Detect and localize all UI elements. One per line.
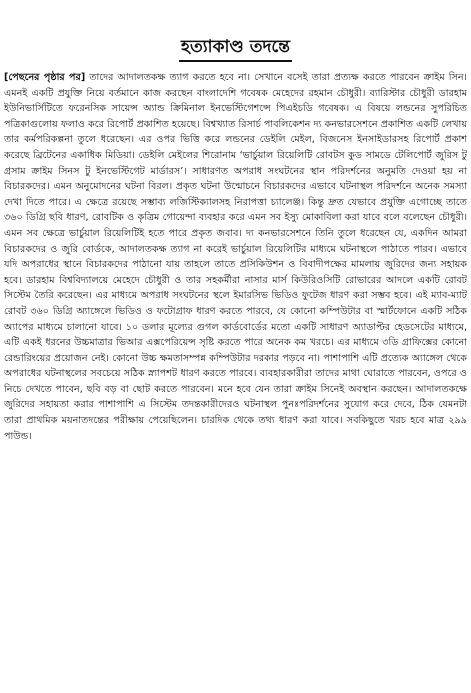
article-body-text: তাদের আদালতকক্ষ ত্যাগ করতে হবে না। সেখানে বসেই তারা প্রত্যক্ষ করতে পারবেন ক্রাইম সিন। এমনই একটি প্রযুক্তি নিয়ে বর্তমানে কাজ করছেন বাংলাদেশি গবেষক মেহেদের রহমান চৌধুরী। ব্যারিস্টার চৌধুরী ডারহাম ইউনিভার্সিটিতে ফরেনসিক সায়েন্স অ্যান্ড ক্রিমিনাল ইনভেস্টিগেশন্সে পিএইচডি গবেষক। এ বিষয়ে লন্ডনের সুপরিচিত পত্রিকাগুলোয় ফলাও করে রিপোর্ট প্রকাশিত হয়েছে। বিশ্বখ্যাত রিসার্চ পাবলিকেশন দ্য কনভারসেশনে প্রকাশিত একটি লেখায় তার কর্মপরিকল্পনা তুলে ধরেছেন। এর ওপর ভিত্তি করে লন্ডনের ডেইলি মেইল, বিজনেস ইনসাইডারসহ রিপোর্ট প্রকাশ করেছে ব্রিটেনের একাধিক মিডিয়া। ডেইলি মেইলের শিরোনাম ‘ভার্চুয়াল রিয়েলিটি রোবটস কুড সামডে টেলিপোর্ট জুরিস টু গ্রসাম ক্রাইম সিনস টু ইনভেস্টিগেট মার্ডারস’। সাধারণত অপরাধ সংঘটনের স্থান পরিদর্শনের অনুমতি দেওয়া হয় না বিচারকদের। এমন অনুমোদনের ঘটনা বিরল। প্রকৃত ঘটনা উন্মোচনে বিচারকদের এভাবে ঘটনাস্থল পরিদর্শনে অনেক সমস্যা দেখা দিতে পারে। এ ক্ষেত্রে রয়েছে সম্ভাব্য লজিস্টিক্যালসহ নিরাপত্তা চ্যালেঞ্জ। কিন্তু দ্রুত যেভাবে প্রযুক্তি এগোচ্ছে তাতে ৩৬০ ডিগ্রি ছবি ধারণ, রোবটিক ও কৃত্রিম গোয়েন্দা ব্যবহার করে এমন সব ইস্যু মোকাবিলা করা যাবে বলে বলেছেন চৌধুরী। এমন সব ক্ষেত্রে ভার্চুয়াল রিয়েলিটিই হতে পারে প্রকৃত জবাব। দ্য কনভারসেশনে তিনি তুলে ধরেছেন যে, একদিন আমরা বিচারকদের ও জুরি বোর্ডকে, আদালতকক্ষ ত্যাগ না করেই ভার্চুয়াল রিয়েলিটির মাধ্যমে ঘটনাস্থলে পাঠাতে পারব। এভাবে যদি অপরাধের স্থানে বিচারকদের পাঠানো যায় তাহলে তাতে প্রসিকিউশন ও বিবাদীপক্ষের মামলায় জুরিদের জন্য সহায়ক হবে। ডারহাম বিশ্ববিদ্যালয়ে মেহেদে চৌধুরী ও তার সহকর্মীরা নাসার মার্স কিউরিওসিটি রোভারের আদলে একটি রোবট সিস্টেম তৈরি করেছেন। এর মাধ্যমে অপরাধ সংঘটনের স্থলে ইমারসিভ ভিডিও ফুটেজ ধারণ করা সম্ভব হবে। এই ম্যাব-ম্যাট রোবট ৩৬০ ডিগ্রি অ্যাঙ্গেলে ভিডিও ও ফটোগ্রাফ ধারণ করতে পারবে, যে কোনো কম্পিউটার বা স্মার্টফোনে একটি সঠিক অ্যাপের মাধ্যমে চালানো যাবে। ১০ ডলার মূল্যের গুগল কার্ডবোর্ডের মতো একটি সাধারণ অ্যাডাপ্টর হেডসেটের মাধ্যমে, এটি একই ধরনের উচ্চমাত্রার ভিআর এক্সপেরিয়েন্স সৃষ্টি করতে পারে অনেক কম খরচে। এর মাধ্যমে ৩ডি গ্রাফিক্সের কোনো রেন্ডারিংয়ের প্রয়োজন নেই। কোনো উচ্চ ক্ষমতাসম্পন্ন কম্পিউটার দরকার পড়বে না। পাশাপাশি এটি প্রত্যেক অ্যাঙ্গেল থেকে অপরাধের ঘটনাস্থলের সবচেয়ে সঠিক স্ন্যাপশট ধারণ করতে পারবে। ব্যবহারকারীরা তাদের মাথা ঘোরাতে পারবেন, ওপরে ও নিচে দেখতে পাবেন, ছবি বড় বা ছোট করতে পারবেন। মনে হবে যেন তারা ক্রাইম সিনেই অবস্থান করছেন। আদালতকক্ষে জুরিদের সহায়তা করার পাশাপাশি এ সিস্টেম তদন্তকারীদেরও ঘটনাস্থল পুনঃপরিদর্শনের সুযোগ করে দেবে, ঠিক যেমনটা তারা প্রাথমিক ময়নাতদন্তের পরীক্ষায় পেয়েছিলেন। চারদিক থেকে তথ্য ধারণ করা যাবে। সবকিছুতে খরচ হবে মাত্র ২৯৯ পাউন্ড। <box>4 72 467 442</box>
article-body <box>4 70 467 674</box>
continuation-kicker: [পেছনের পৃষ্ঠার পর] <box>4 72 86 83</box>
article <box>4 4 467 689</box>
headline-container <box>4 34 467 60</box>
headline: হত্যাকাণ্ড তদন্তে <box>179 34 292 62</box>
